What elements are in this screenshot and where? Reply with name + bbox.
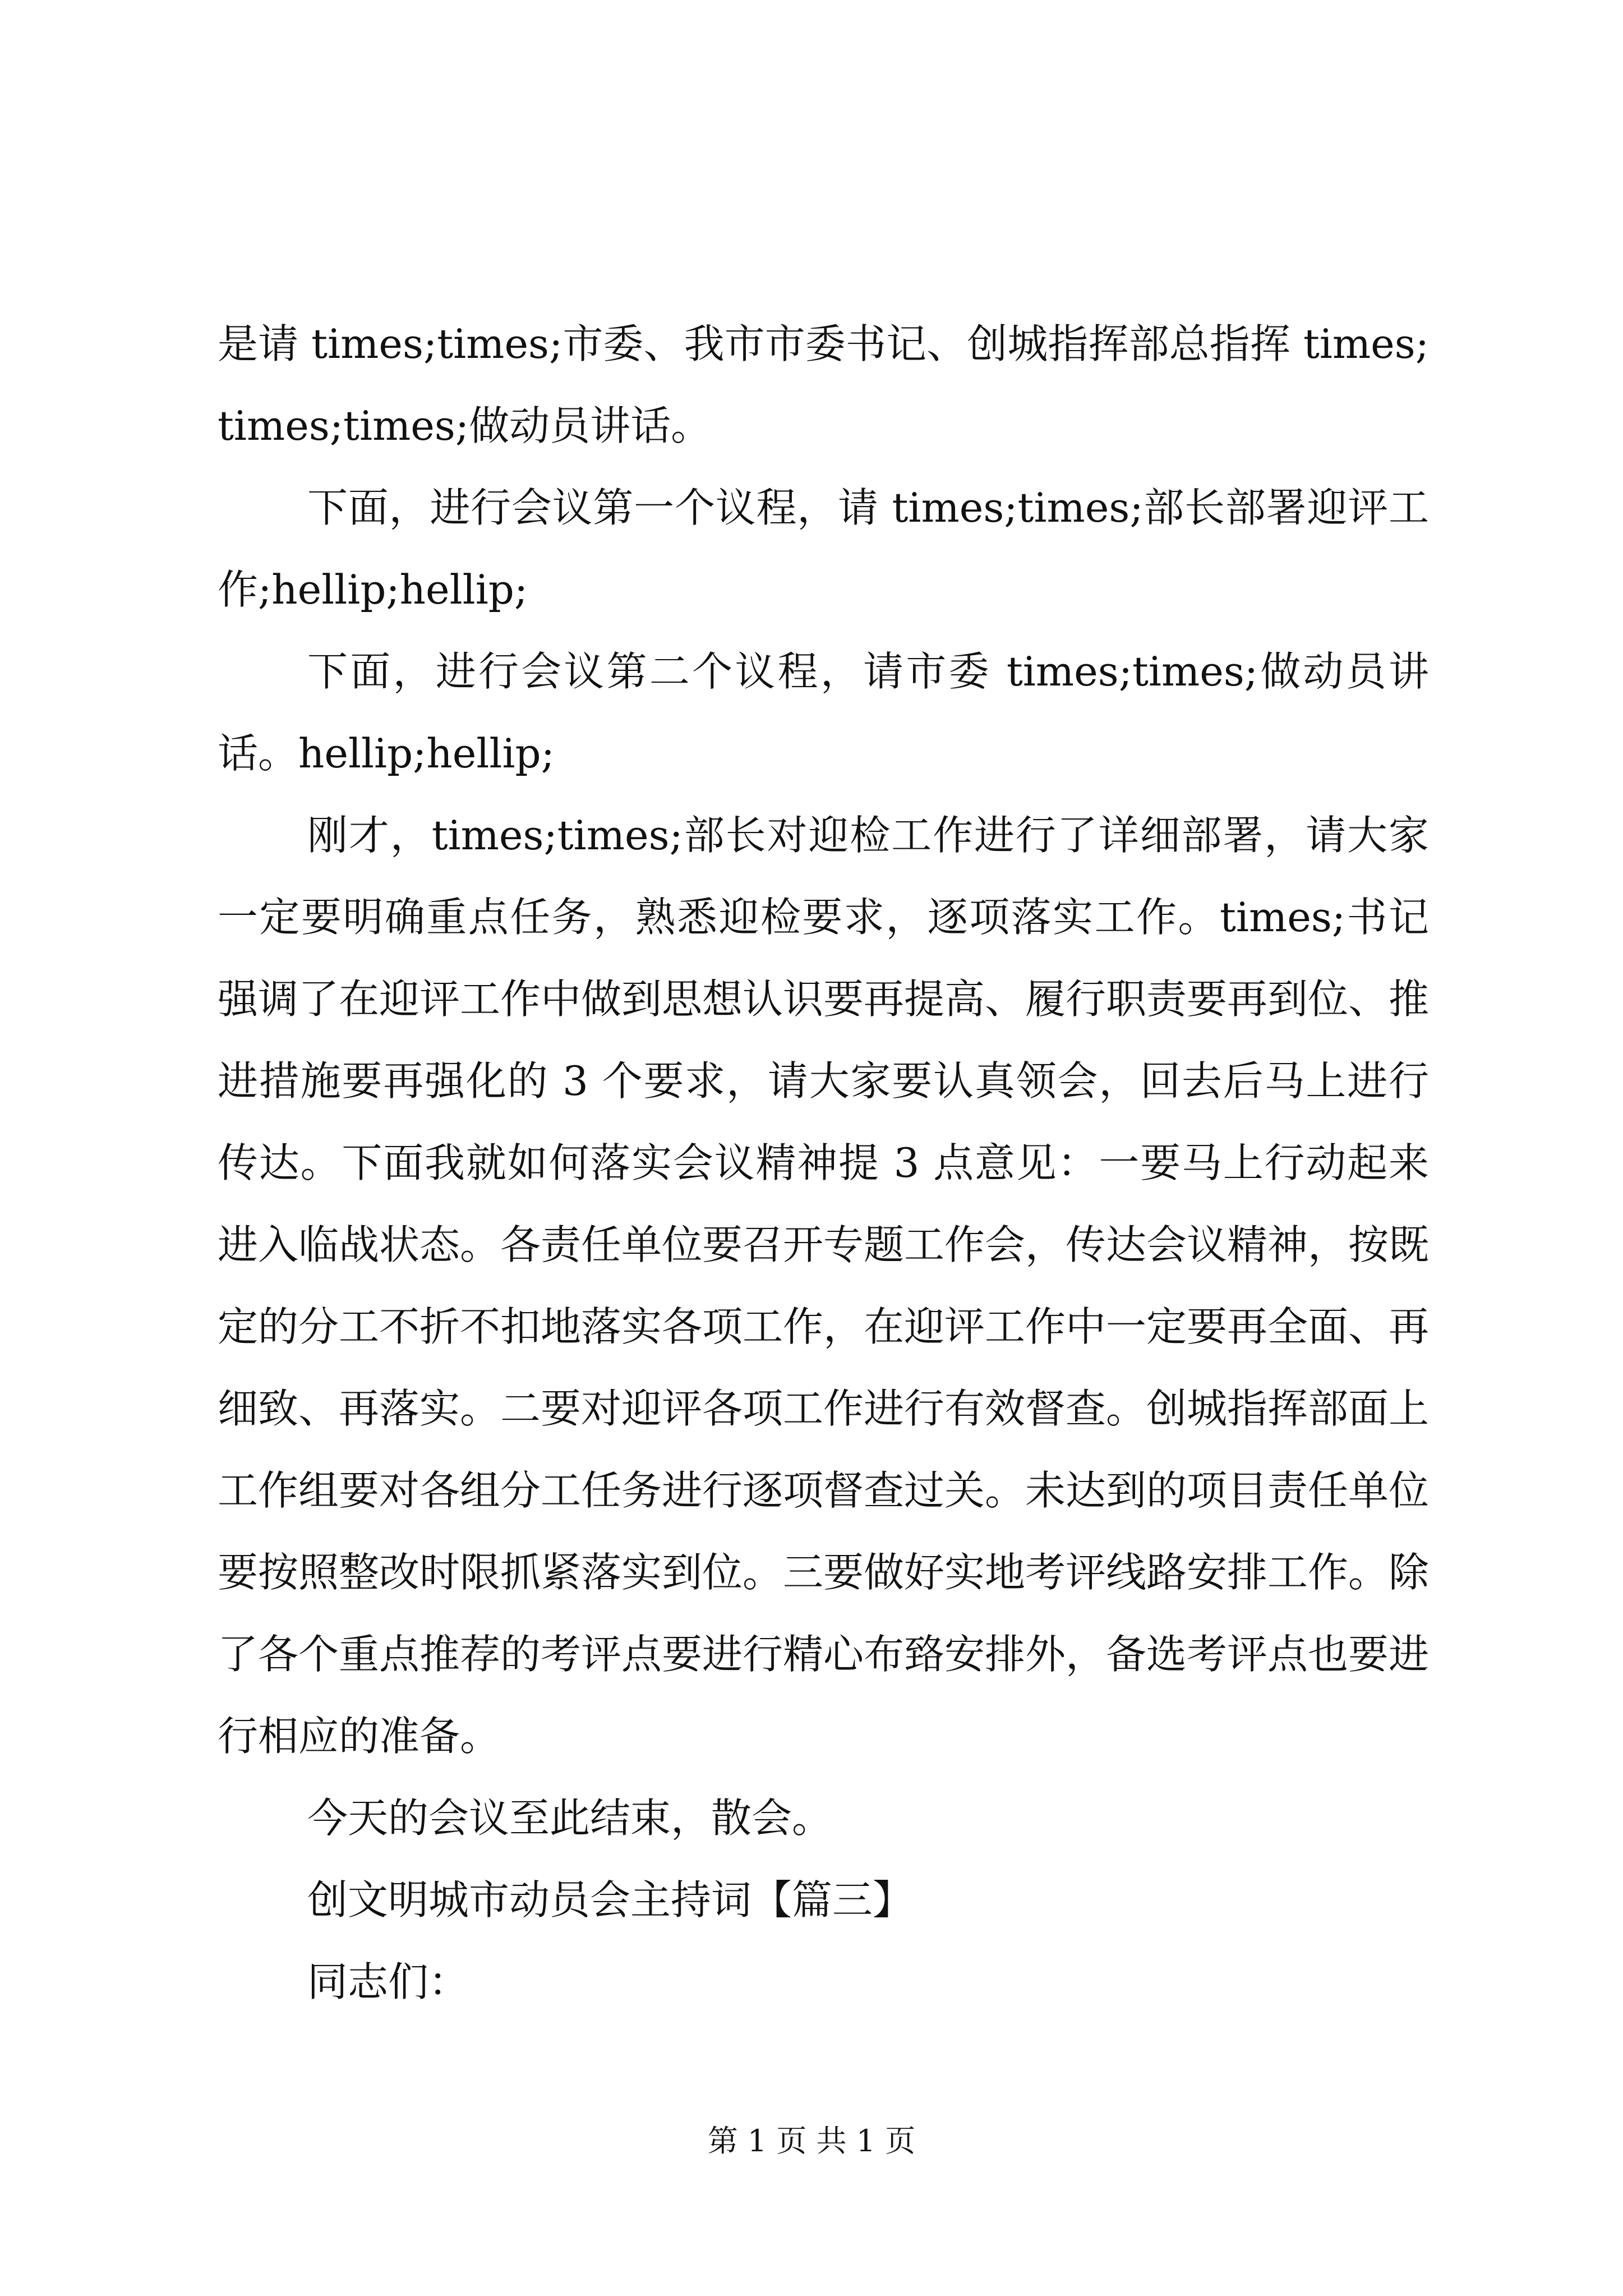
paragraph-3: 下面，进行会议第二个议程，请市委 times;times;做动员讲话。hellip;hellip; bbox=[218, 648, 1429, 777]
paragraph-4: 刚才，times;times;部长对迎检工作进行了详细部署，请大家一定要明确重点任务，熟悉迎检要求，逐项落实工作。times;书记强调了在迎评工作中做到思想认识要再提高、履行职责要再到位、推进措施要再强化的 3 个要求，请大家要认真领会，回去后马上进行传达。下面我就如何落实会议精神提 3 点意见：一要马上行动起来进入临战状态。各责任单位要召开专题工作会，传达会议精神，按既定的分工不折不扣地落实各项工作，在迎评工作中一定要再全面、再细致、再落实。二要对迎评各项工作进行有效督查。创城指挥部面上工作组要对各组分工任务进行逐项督查过关。未达到的项目责任单位要按照整改时限抓紧落实到位。三要做好实地考评线路安排工作。除了各个重点推荐的考评点要进行精心布臵安排外，备选考评点也要进行相应的准备。 bbox=[218, 812, 1430, 1760]
paragraph-5: 今天的会议至此结束，散会。 bbox=[307, 1795, 833, 1842]
paragraph-1: 是请 times;times;市委、我市市委书记、创城指挥部总指挥 times;times;times;做动员讲话。 bbox=[218, 320, 1429, 449]
paragraph-2: 下面，进行会议第一个议程，请 times;times;部长部署迎评工作;hellip;hellip; bbox=[218, 484, 1429, 613]
document-body bbox=[218, 303, 1429, 2023]
section-heading: 创文明城市动员会主持词【篇三】 bbox=[307, 1876, 914, 1924]
salutation: 同志们： bbox=[307, 1958, 469, 2005]
page-footer: 第 1 页 共 1 页 bbox=[707, 2123, 916, 2159]
